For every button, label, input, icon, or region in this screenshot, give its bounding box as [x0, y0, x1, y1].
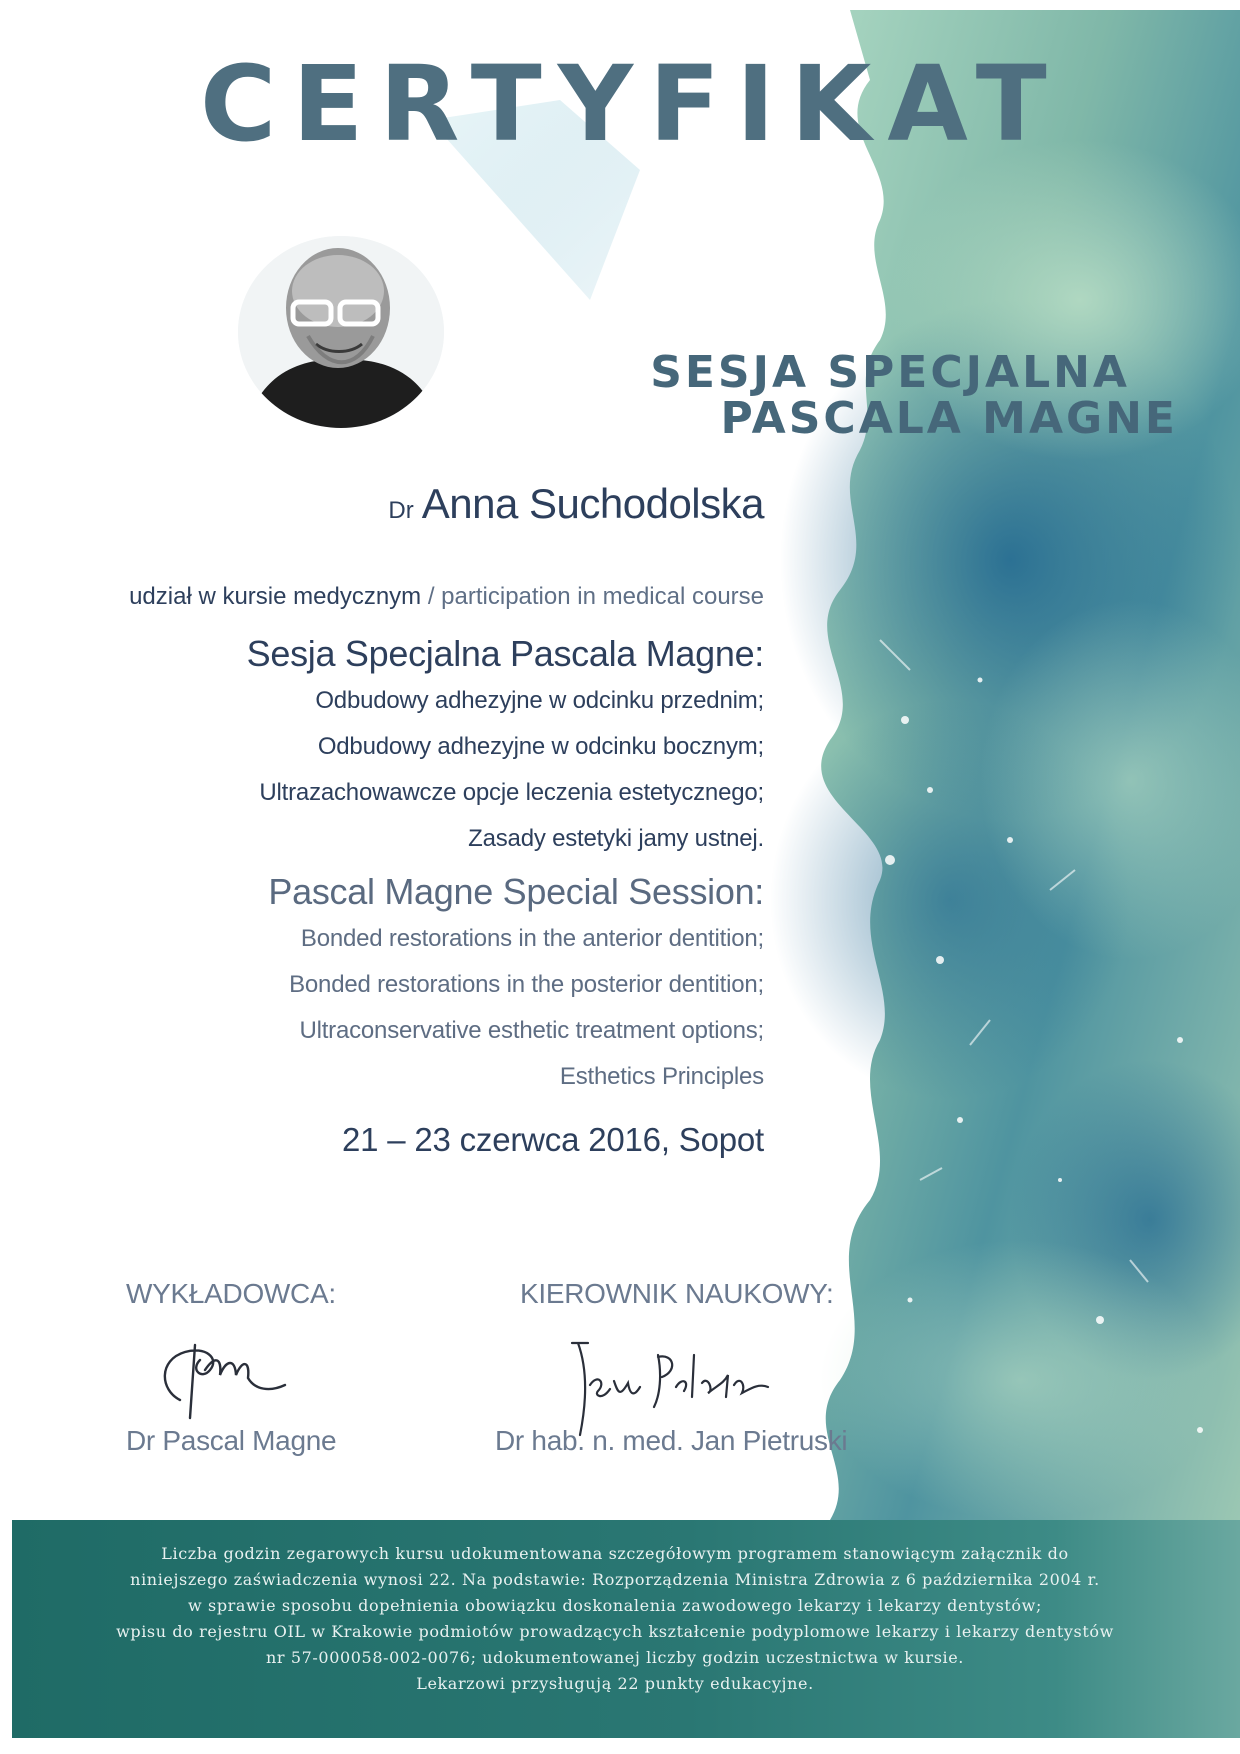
course-item-pl: Odbudowy adhezyjne w odcinku bocznym;	[317, 733, 764, 760]
session-title-line-2: PASCALA MAGNE	[720, 393, 1178, 444]
course-item-en: Ultraconservative esthetic treatment options;	[299, 1017, 764, 1044]
lecturer-signature	[150, 1330, 290, 1420]
footer-line: Liczba godzin zegarowych kursu udokumentowana szczegółowym programem stanowiącym załącznik do	[161, 1544, 1069, 1563]
course-item-pl: Ultrazachowawcze opcje leczenia estetycznego;	[259, 779, 764, 806]
course-items-pl	[64, 678, 764, 862]
course-item-en: Bonded restorations in the anterior dentition;	[300, 925, 764, 952]
footer-text	[110, 1541, 1120, 1697]
course-items-en	[64, 916, 764, 1100]
participation-separator: /	[427, 583, 435, 610]
course-item-pl: Odbudowy adhezyjne w odcinku przednim;	[315, 687, 764, 714]
participation-en: participation in medical course	[441, 583, 764, 610]
lecturer-name: Dr Pascal Magne	[126, 1425, 337, 1456]
participation-pl: udział w kursie medycznym	[129, 583, 422, 610]
footer-line: Lekarzowi przysługują 22 punkty edukacyjne.	[416, 1674, 814, 1693]
course-heading-en: Pascal Magne Special Session:	[268, 871, 764, 912]
director-label: KIEROWNIK NAUKOWY:	[520, 1278, 834, 1309]
course-item-pl: Zasady estetyki jamy ustnej.	[468, 825, 764, 852]
recipient-prefix: Dr	[388, 497, 414, 524]
certificate-title: CERTYFIKAT	[200, 43, 1063, 165]
course-heading-pl: Sesja Specjalna Pascala Magne:	[246, 633, 764, 674]
director-name: Dr hab. n. med. Jan Pietruski	[495, 1425, 848, 1456]
lecturer-label: WYKŁADOWCA:	[126, 1278, 336, 1309]
session-title-line-1: SESJA SPECJALNA	[650, 347, 1130, 398]
participation-line	[64, 582, 764, 612]
course-item-en: Bonded restorations in the posterior dentition;	[289, 971, 764, 998]
footer-line: nr 57-000058-002-0076; udokumentowanej liczby godzin uczestnictwa w kursie.	[266, 1648, 964, 1667]
course-item-en: Esthetics Principles	[559, 1063, 764, 1090]
date-place: 21 – 23 czerwca 2016, Sopot	[341, 1121, 764, 1158]
portrait-photo	[238, 236, 444, 428]
footer-line: w sprawie sposobu dopełnienia obowiązku doskonalenia zawodowego lekarzy i lekarzy dentystów;	[188, 1596, 1042, 1615]
course-description	[64, 582, 764, 1162]
footer-line: niniejszego zaświadczenia wynosi 22. Na podstawie: Rozporządzenia Ministra Zdrowia z 6 października 2004 r.	[130, 1570, 1100, 1589]
footer-line: wpisu do rejestru OIL w Krakowie podmiotów prowadzących kształcenie podyplomowe lekarzy i lekarzy dentystów	[116, 1622, 1114, 1641]
recipient	[388, 480, 764, 528]
recipient-name: Anna Suchodolska	[421, 480, 764, 527]
session-title	[650, 347, 1178, 444]
